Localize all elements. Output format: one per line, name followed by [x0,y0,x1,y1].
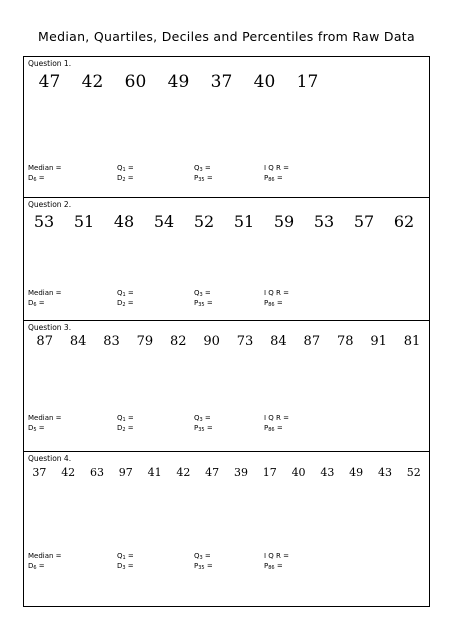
data-value: 41 [147,466,162,479]
question-label: Question 1. [28,59,72,68]
q3-label: $Q_3$ = [194,164,211,173]
median-label: Median = [28,552,62,560]
percentile-label-2: $P_{86}$ = [264,299,283,308]
data-value: 52 [406,466,421,479]
data-value: 90 [203,334,220,349]
percentile-label-2: $P_{86}$ = [264,562,283,571]
percentile-label: $P_{35}$ = [194,299,213,308]
q3-label: $Q_3$ = [194,414,211,423]
data-value: 42 [176,466,191,479]
data-value: 83 [103,334,120,349]
data-value: 52 [193,212,215,231]
data-value: 17 [296,72,319,92]
question-3 [24,320,429,451]
question-2 [24,197,429,320]
data-value: 81 [403,334,421,349]
median-label: Median = [28,164,62,172]
data-value: 59 [273,212,295,231]
q1-label: $Q_1$ = [117,289,134,298]
percentile-label-2: $P_{86}$ = [264,174,283,183]
data-value: 37 [32,466,47,479]
data-value: 42 [81,72,104,92]
percentile-label: $P_{35}$ = [194,174,213,183]
data-value: 42 [61,466,76,479]
percentile-label: $P_{35}$ = [194,562,213,571]
decile-label: $D_6$ = [28,299,45,308]
answer-fields [28,413,428,433]
data-value: 51 [73,212,95,231]
number-list [24,212,429,231]
answer-fields [28,163,428,183]
q1-label: $Q_1$ = [117,552,134,561]
question-label: Question 4. [28,454,72,463]
q3-label: $Q_3$ = [194,552,211,561]
data-value: 51 [233,212,255,231]
data-value: 39 [233,466,248,479]
decile-label-2: $D_2$ = [117,424,134,433]
question-label: Question 3. [28,323,72,332]
data-value: 47 [38,72,61,92]
iqr-label: I Q R = [264,164,289,172]
answer-fields [28,551,428,571]
data-value: 87 [36,334,53,349]
data-value: 78 [336,334,354,349]
median-label: Median = [28,414,62,422]
data-value: 84 [69,334,87,349]
data-value: 53 [313,212,335,231]
iqr-label: I Q R = [264,289,289,297]
answer-fields [28,288,428,308]
data-value: 87 [303,334,321,349]
data-value: 63 [89,466,104,479]
decile-label: $D_6$ = [28,174,45,183]
data-value: 40 [291,466,306,479]
data-value: 57 [353,212,375,231]
percentile-label: $P_{35}$ = [194,424,213,433]
data-value: 97 [118,466,133,479]
question-1 [24,57,429,197]
percentile-label-2: $P_{86}$ = [264,424,283,433]
question-4 [24,451,429,606]
data-value: 60 [124,72,147,92]
data-value: 82 [169,334,187,349]
iqr-label: I Q R = [264,414,289,422]
data-value: 62 [393,212,415,231]
number-list [24,72,433,92]
data-value: 17 [262,466,277,479]
q1-label: $Q_1$ = [117,414,134,423]
data-value: 40 [253,72,276,92]
data-value: 53 [33,212,55,231]
q1-label: $Q_1$ = [117,164,134,173]
data-value: 43 [320,466,335,479]
data-value: 47 [205,466,220,479]
data-value: 37 [210,72,233,92]
number-list [24,466,430,479]
median-label: Median = [28,289,62,297]
decile-label-2: $D_2$ = [117,174,134,183]
decile-label: $D_5$ = [28,424,45,433]
q3-label: $Q_3$ = [194,289,211,298]
iqr-label: I Q R = [264,552,289,560]
data-value: 49 [349,466,364,479]
data-value: 79 [136,334,154,349]
data-value: 54 [153,212,175,231]
question-label: Question 2. [28,200,72,209]
decile-label-2: $D_2$ = [117,299,134,308]
decile-label-2: $D_3$ = [117,562,134,571]
worksheet-frame [23,56,430,607]
data-value: 49 [167,72,190,92]
data-value: 73 [236,334,254,349]
data-value: 84 [270,334,287,349]
number-list [24,334,433,349]
data-value: 48 [113,212,135,231]
decile-label: $D_6$ = [28,562,45,571]
data-value: 43 [377,466,392,479]
data-value: 91 [370,334,387,349]
page-title: Median, Quartiles, Deciles and Percentiles from Raw Data [38,29,415,44]
